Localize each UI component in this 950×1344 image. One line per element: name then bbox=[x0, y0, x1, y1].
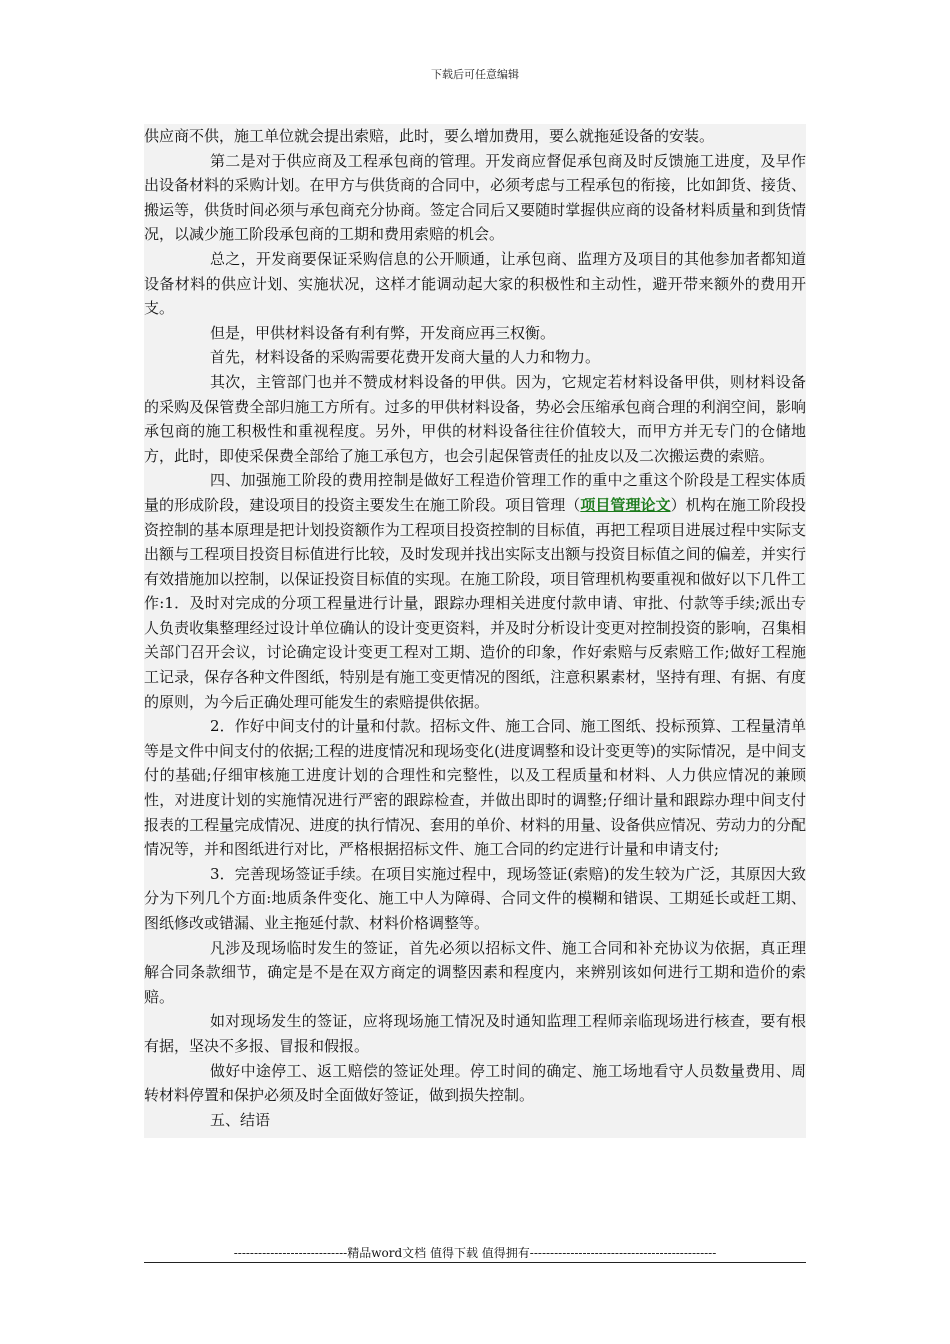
paragraph: 做好中途停工、返工赔偿的签证处理。停工时间的确定、施工场地看守人员数量费用、周转材料停置和保护必须及时全面做好签证，做到损失控制。 bbox=[144, 1061, 806, 1105]
paragraph: 供应商不供，施工单位就会提出索赔，此时，要么增加费用，要么就拖延设备的安装。 bbox=[144, 127, 715, 145]
page-footer: ----------------------------精品word文档 值得下载 值得拥有---------------------------------------------- bbox=[233, 1246, 717, 1260]
paragraph: 3．完善现场签证手续。在项目实施过程中，现场签证(索赔)的发生较为广泛，其原因大致分为下列几个方面:地质条件变化、施工中人为障碍、合同文件的模糊和错误、工期延长或赶工期、图纸修改或错漏、业主拖延付款、材料价格调整等。 bbox=[144, 864, 806, 932]
paragraph-cost-control bbox=[144, 468, 806, 714]
paragraph-text: ）机构在施工阶段投资控制的基本原理是把计划投资额作为工程项目投资控制的目标值，再把工程项目进展过程中实际支出额与工程项目投资目标值进行比较，及时发现并找出实际支出额与投资目标值之间的偏差，并实行有效措施加以控制，以保证投资目标值的实现。在施工阶段，项目管理机构要重视和做好以下几件工作:1．及时对完成的分项工程量进行计量，跟踪办理相关进度付款申请、审批、付款等手续;派出专人负责收集整理经过设计单位确认的设计变更资料，并及时分析设计变更对控制投资的影响，召集相关部门召开会议，讨论确定设计变更工程对工期、造价的印象，作好索赔与反索赔工作;做好工程施工记录，保存各种文件图纸，特别是有施工变更情况的图纸，注意积累素材，坚持有理、有据、有度的原则，为今后正确处理可能发生的索赔提供依据。 bbox=[144, 495, 806, 711]
document-body bbox=[144, 124, 806, 1138]
paragraph: 其次，主管部门也并不赞成材料设备的甲供。因为，它规定若材料设备甲供，则材料设备的采购及保管费全部归施工方所有。过多的甲供材料设备，势必会压缩承包商合理的利润空间，影响承包商的施工积极性和重视程度。另外，甲供的材料设备往往价值较大，而甲方并无专门的仓储地方，此时，即使采保费全部给了施工承包方，也会引起保管责任的扯皮以及二次搬运费的索赔。 bbox=[144, 372, 806, 465]
paragraph: 2．作好中间支付的计量和付款。招标文件、施工合同、施工图纸、投标预算、工程量清单等是文件中间支付的依据;工程的进度情况和现场变化(进度调整和设计变更等)的实际情况，是中间支付的基础;仔细审核施工进度计划的合理性和完整性，以及工程质量和材料、人力供应情况的兼顾性，对进度计划的实施情况进行严密的跟踪检查，并做出即时的调整;仔细计量和跟踪办理中间支付报表的工程量完成情况、进度的执行情况、套用的单价、材料的用量、设备供应情况、劳动力的分配情况等，并和图纸进行对比，严格根据招标文件、施工合同的约定进行计量和申请支付; bbox=[144, 717, 806, 859]
paragraph: 总之，开发商要保证采购信息的公开顺通，让承包商、监理方及项目的其他参加者都知道设备材料的供应计划、实施状况，这样才能调动起大家的积极性和主动性，避开带来额外的费用开支。 bbox=[144, 249, 806, 318]
paragraph: 第二是对于供应商及工程承包商的管理。开发商应督促承包商及时反馈施工进度，及早作出设备材料的采购计划。在甲方与供货商的合同中，必须考虑与工程承包的衔接，比如卸货、接货、搬运等，供货时间必须与承包商充分协商。签定合同后又要随时掌握供应商的设备材料质量和到货情况，以减少施工阶段承包商的工期和费用索赔的机会。 bbox=[144, 151, 806, 244]
page-header: 下载后可任意编辑 bbox=[431, 68, 519, 81]
paragraph: 如对现场发生的签证，应将现场施工情况及时通知监理工程师亲临现场进行核查，要有根有据，坚决不多报、冒报和假报。 bbox=[144, 1012, 806, 1055]
section-heading: 五、结语 bbox=[210, 1110, 271, 1129]
paragraph-text: 四、加强施工阶段的费用控制是做好工程造价管理工作的重中之重这个阶段是工程实体质量的形成阶段，建设项目的投资主要发生在施工阶段。项目管理（ bbox=[144, 471, 806, 514]
paragraph: 凡涉及现场临时发生的签证，首先必须以招标文件、施工合同和补充协议为依据，真正理解合同条款细节，确定是不是在双方商定的调整因素和程度内，来辨别该如何进行工期和造价的索赔。 bbox=[144, 938, 806, 1006]
paragraph: 首先，材料设备的采购需要花费开发商大量的人力和物力。 bbox=[210, 348, 601, 367]
paragraph: 但是，甲供材料设备有利有弊，开发商应再三权衡。 bbox=[210, 323, 556, 342]
footer-divider bbox=[144, 1262, 806, 1263]
project-management-link[interactable]: 项目管理论文 bbox=[580, 495, 671, 514]
